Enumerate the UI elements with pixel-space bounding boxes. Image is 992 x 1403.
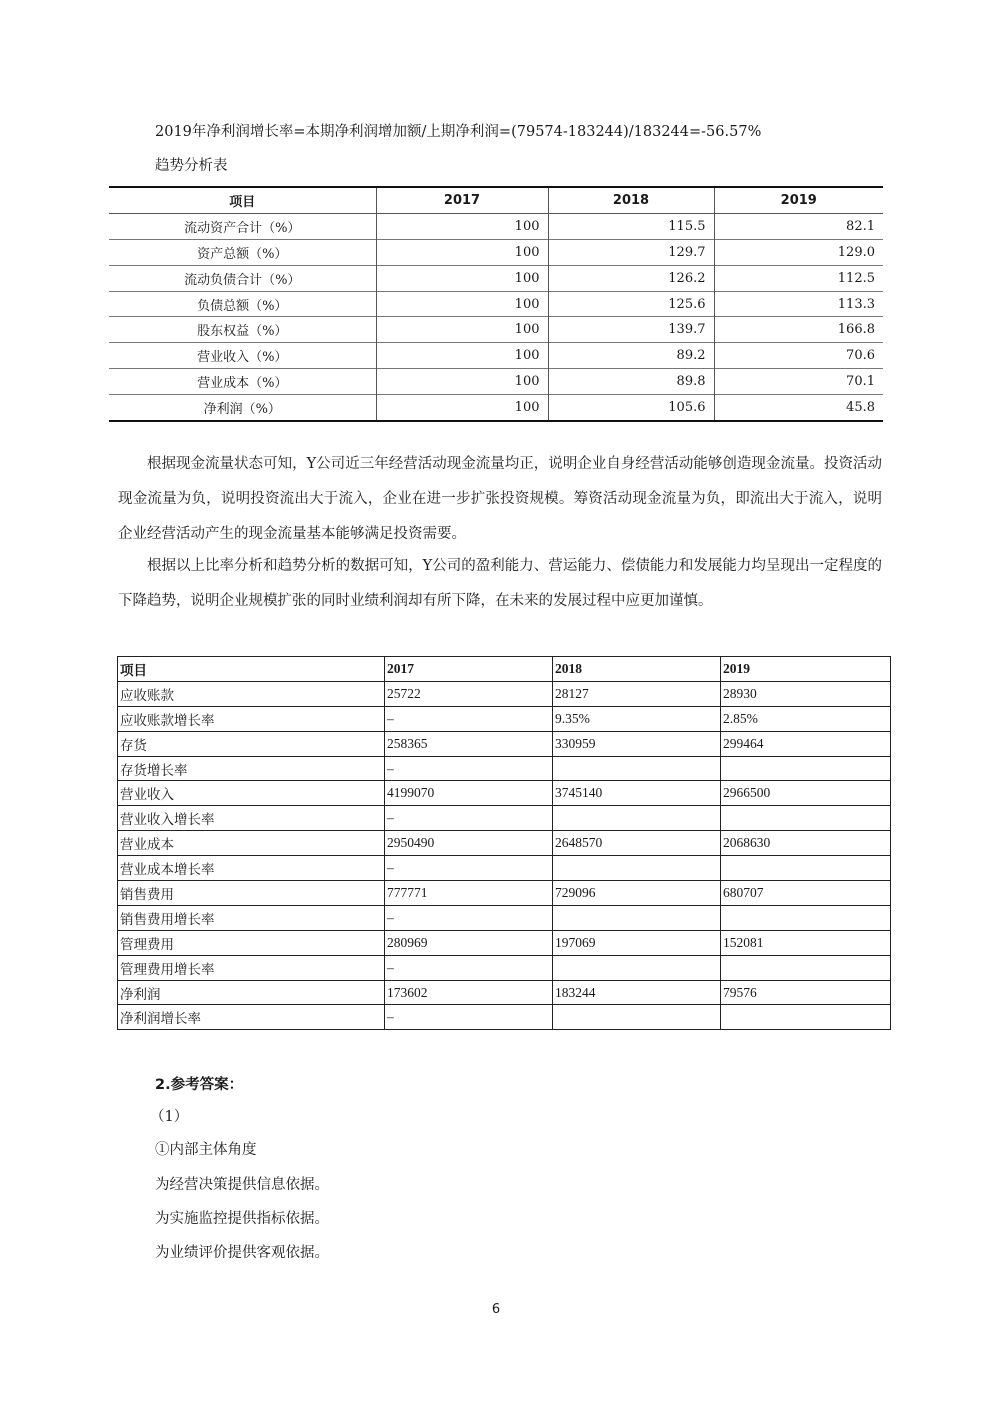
- growth-header-cell: 2019: [721, 657, 891, 682]
- table-cell: 28930: [721, 681, 891, 706]
- table-cell: 89.8: [548, 369, 714, 395]
- table-cell: [553, 756, 721, 781]
- table-cell: 330959: [553, 731, 721, 756]
- trend-header-cell: 项目: [109, 187, 376, 213]
- net-profit-growth-formula: 2019年净利润增长率=本期净利润增加额/上期净利润=(79574-183244)/183244=-56.57%: [155, 124, 762, 140]
- table-cell: [553, 1005, 721, 1030]
- table-cell: [721, 1005, 891, 1030]
- table-cell: –: [385, 905, 553, 930]
- row-label: 流动资产合计（%）: [109, 213, 376, 239]
- table-cell: 100: [376, 291, 548, 317]
- trend-table-header: [109, 187, 883, 213]
- table-cell: [721, 756, 891, 781]
- trend-header-cell: 2017: [376, 187, 548, 213]
- row-label: 净利润: [118, 980, 385, 1005]
- row-label: 营业成本增长率: [118, 856, 385, 881]
- table-row: [109, 265, 883, 291]
- table-cell: 2648570: [553, 831, 721, 856]
- table-cell: 139.7: [548, 317, 714, 343]
- table-cell: –: [385, 706, 553, 731]
- trend-header-cell: 2019: [714, 187, 883, 213]
- table-row: [109, 369, 883, 395]
- table-row: [109, 317, 883, 343]
- table-cell: 129.7: [548, 239, 714, 265]
- table-cell: 129.0: [714, 239, 883, 265]
- table-row: [118, 856, 891, 881]
- table-cell: [721, 905, 891, 930]
- table-row: [118, 930, 891, 955]
- trend-header-cell: 2018: [548, 187, 714, 213]
- table-cell: –: [385, 955, 553, 980]
- table-cell: 2.85%: [721, 706, 891, 731]
- table-row: [118, 731, 891, 756]
- row-label: 存货: [118, 731, 385, 756]
- table-cell: 100: [376, 213, 548, 239]
- table-cell: 299464: [721, 731, 891, 756]
- table-cell: 173602: [385, 980, 553, 1005]
- growth-rate-table: [117, 656, 891, 1030]
- table-row: [118, 706, 891, 731]
- row-label: 管理费用: [118, 930, 385, 955]
- row-label: 股东权益（%）: [109, 317, 376, 343]
- table-cell: –: [385, 806, 553, 831]
- answer-heading: 2.参考答案：: [155, 1077, 244, 1093]
- table-cell: 258365: [385, 731, 553, 756]
- table-cell: 100: [376, 239, 548, 265]
- table-cell: 197069: [553, 930, 721, 955]
- table-cell: [721, 806, 891, 831]
- table-row: [109, 239, 883, 265]
- table-cell: 680707: [721, 881, 891, 906]
- growth-header-cell: 项目: [118, 657, 385, 682]
- row-label: 净利润（%）: [109, 395, 376, 421]
- table-cell: 100: [376, 265, 548, 291]
- table-row: [118, 781, 891, 806]
- trend-analysis-table: [109, 186, 883, 422]
- answer-subheading: ①内部主体角度: [155, 1142, 257, 1158]
- table-cell: 115.5: [548, 213, 714, 239]
- table-cell: 45.8: [714, 395, 883, 421]
- table-row: [109, 291, 883, 317]
- table-cell: 125.6: [548, 291, 714, 317]
- table-cell: 113.3: [714, 291, 883, 317]
- row-label: 负债总额（%）: [109, 291, 376, 317]
- table-cell: 89.2: [548, 343, 714, 369]
- paragraph-text: 根据现金流量状态可知，Y公司近三年经营活动现金流量均正，说明企业自身经营活动能够创造现金流量。投资活动现金流量为负，说明投资流出大于流入，企业在进一步扩张投资规模。筹资活动现金流量为负，即流出大于流入，说明企业经营活动产生的现金流量基本能够满足投资需要。: [118, 456, 882, 542]
- row-label: 营业收入: [118, 781, 385, 806]
- table-cell: 100: [376, 343, 548, 369]
- table-cell: –: [385, 1005, 553, 1030]
- row-label: 销售费用增长率: [118, 905, 385, 930]
- row-label: 存货增长率: [118, 756, 385, 781]
- table-cell: –: [385, 756, 553, 781]
- table-cell: 100: [376, 317, 548, 343]
- table-cell: –: [385, 856, 553, 881]
- table-cell: 28127: [553, 681, 721, 706]
- answer-item: 为经营决策提供信息依据。: [155, 1177, 329, 1193]
- table-cell: 70.1: [714, 369, 883, 395]
- table-cell: [721, 955, 891, 980]
- table-row: [118, 831, 891, 856]
- table-cell: 70.6: [714, 343, 883, 369]
- table-row: [118, 980, 891, 1005]
- answer-item: 为业绩评价提供客观依据。: [155, 1245, 329, 1261]
- row-label: 销售费用: [118, 881, 385, 906]
- row-label: 营业收入（%）: [109, 343, 376, 369]
- table-row: [118, 905, 891, 930]
- answer-item: 为实施监控提供指标依据。: [155, 1211, 329, 1227]
- answer-part-number: （1）: [150, 1109, 189, 1125]
- table-row: [109, 213, 883, 239]
- row-label: 营业成本（%）: [109, 369, 376, 395]
- table-row: [109, 343, 883, 369]
- row-label: 应收账款: [118, 681, 385, 706]
- analysis-conclusion-paragraph: [118, 549, 882, 619]
- row-label: 净利润增长率: [118, 1005, 385, 1030]
- table-cell: [553, 806, 721, 831]
- table-row: [118, 1005, 891, 1030]
- table-cell: 166.8: [714, 317, 883, 343]
- table-cell: 105.6: [548, 395, 714, 421]
- trend-table-caption: 趋势分析表: [155, 158, 228, 174]
- row-label: 资产总额（%）: [109, 239, 376, 265]
- table-cell: 2966500: [721, 781, 891, 806]
- row-label: 应收账款增长率: [118, 706, 385, 731]
- table-cell: 126.2: [548, 265, 714, 291]
- table-cell: [721, 856, 891, 881]
- table-cell: 25722: [385, 681, 553, 706]
- cash-flow-paragraph: [118, 447, 882, 552]
- table-cell: [553, 955, 721, 980]
- table-cell: 2950490: [385, 831, 553, 856]
- table-cell: 777771: [385, 881, 553, 906]
- table-cell: 4199070: [385, 781, 553, 806]
- table-cell: 2068630: [721, 831, 891, 856]
- table-cell: [553, 905, 721, 930]
- table-cell: 100: [376, 369, 548, 395]
- row-label: 营业成本: [118, 831, 385, 856]
- table-row: [118, 756, 891, 781]
- table-cell: 280969: [385, 930, 553, 955]
- growth-table-header: [118, 657, 891, 682]
- table-cell: 729096: [553, 881, 721, 906]
- table-cell: 9.35%: [553, 706, 721, 731]
- paragraph-text: 根据以上比率分析和趋势分析的数据可知，Y公司的盈利能力、营运能力、偿债能力和发展能力均呈现出一定程度的下降趋势，说明企业规模扩张的同时业绩利润却有所下降，在未来的发展过程中应更加谨慎。: [118, 558, 882, 609]
- row-label: 营业收入增长率: [118, 806, 385, 831]
- table-cell: 112.5: [714, 265, 883, 291]
- growth-header-cell: 2017: [385, 657, 553, 682]
- row-label: 流动负债合计（%）: [109, 265, 376, 291]
- page-number: 6: [491, 1302, 501, 1317]
- table-cell: 183244: [553, 980, 721, 1005]
- table-cell: 82.1: [714, 213, 883, 239]
- row-label: 管理费用增长率: [118, 955, 385, 980]
- table-row: [118, 881, 891, 906]
- table-cell: [553, 856, 721, 881]
- table-row: [109, 395, 883, 421]
- table-cell: 152081: [721, 930, 891, 955]
- table-row: [118, 806, 891, 831]
- table-row: [118, 955, 891, 980]
- table-cell: 79576: [721, 980, 891, 1005]
- table-cell: 100: [376, 395, 548, 421]
- table-cell: 3745140: [553, 781, 721, 806]
- table-row: [118, 681, 891, 706]
- growth-header-cell: 2018: [553, 657, 721, 682]
